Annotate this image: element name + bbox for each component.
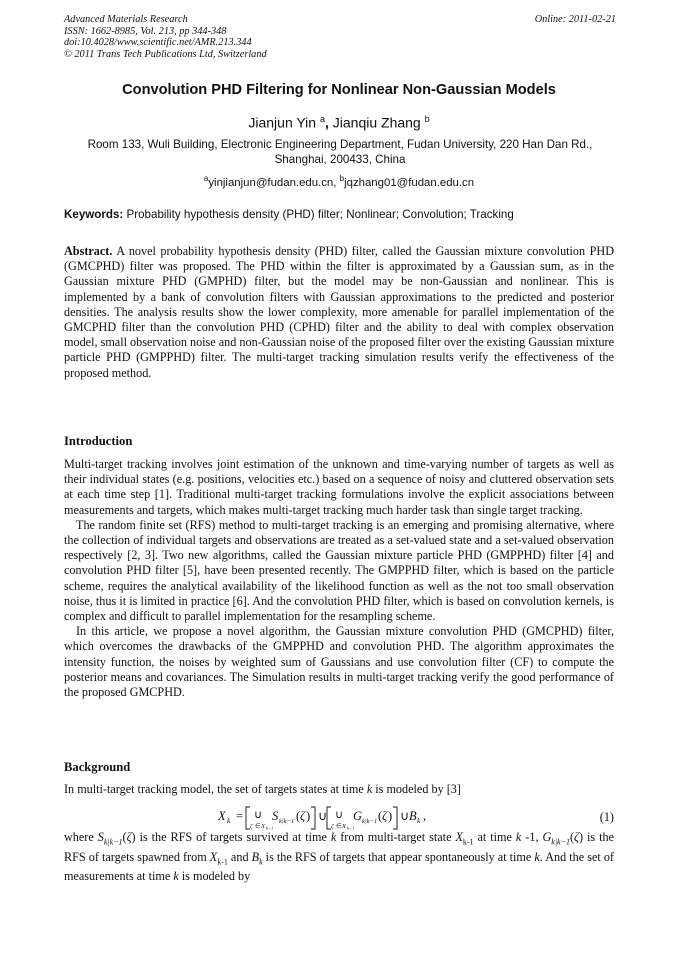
eq-g-lp: ( — [378, 809, 383, 823]
eq-s-lp: ( — [296, 809, 301, 823]
where-B: B — [251, 849, 260, 864]
where-B-sub: k — [259, 857, 263, 867]
equation-1 — [0, 804, 678, 830]
inline-G-rp: ) — [578, 830, 584, 844]
eq-bracket-2-close — [393, 807, 397, 829]
inline-S-lp: ( — [122, 830, 127, 844]
where-X-2: X — [209, 849, 218, 864]
email-a-sup: a — [203, 174, 209, 183]
where-text-2: is the RFS of targets survived at time — [135, 830, 331, 844]
where-text-7: and — [227, 849, 252, 864]
inline-G-lp: ( — [569, 830, 575, 844]
where-text-9: . And the set of measurements at time — [64, 849, 614, 884]
author-line — [0, 114, 678, 131]
inline-S-rp: ) — [131, 830, 136, 844]
journal-name: Advanced Materials Research — [64, 14, 188, 25]
eq-x-1: X — [261, 823, 265, 830]
eq-s: S — [272, 809, 279, 823]
eq-s-sub: k|k−1 — [279, 818, 295, 825]
copyright-line: © 2011 Trans Tech Publications Ltd, Switzerland — [64, 48, 267, 60]
inline-S-sub: k|k−1 — [103, 837, 123, 847]
intro-paragraph-1: Multi-target tracking involves joint estimation of the unknown and time-varying number of targets as well as their individual states (e.g. positions, velocities etc.) based on a sequence of noisy and cluttered observation sets at each time step [1]. Traditional multi-target tracking formulations involve the explicit associations between measurements and targets, which makes multi-target tracking much harder task than single target tracking. — [64, 457, 614, 517]
email-b-sup: b — [339, 174, 345, 183]
inline-S-zeta: ζ — [126, 830, 132, 844]
abstract-text: A novel probability hypothesis density (PHD) filter, called the Gaussian mixture convolution PHD (GMCPHD) filter was proposed. The PHD within the filter is approximated by a Gaussian sum, as in the Gaussian mixture PHD (GMPHD) filter, but the model may be non-Gaussian and nonlinear. This is implemented by a bank of convolution filters with Gaussian approximations to the predicted and posterior densities. The analysis results show the lower complexity, more amenable for parallel implementation of the GMCPHD filter than the convolution PHD (CPHD) filter and the ability to deal with complex observation model, small observation noise and non-Gaussian noise of the proposed filter over the existing Gaussian mixture particle PHD (GMPPHD) filter. The multi-target tracking simulation results verify the effectiveness of the proposed method. — [64, 244, 614, 380]
eq-g: G — [353, 809, 363, 823]
where-k-1: k — [330, 830, 337, 844]
where-text: where — [64, 830, 94, 844]
abstract — [64, 244, 614, 381]
background-intro — [64, 782, 614, 797]
where-X-1: X — [455, 830, 463, 844]
eq-bracket-1-close — [311, 807, 315, 829]
eq-lhs: X — [218, 809, 226, 823]
eq-union-mid-1: ∪ — [318, 809, 328, 823]
keywords-label: Keywords: — [64, 208, 124, 221]
where-k-2: k — [515, 830, 522, 844]
eq-in-2: ∈ — [336, 823, 342, 830]
where-X-2-sub: k-1 — [217, 857, 228, 867]
doi-line: doi:10.4028/www.scientific.net/AMR.213.344 — [64, 37, 252, 49]
where-X-1-sub: k-1 — [462, 837, 474, 847]
author-1-sup: a — [319, 114, 325, 124]
eq-zeta-1: ζ — [250, 823, 253, 830]
author-sep: , — [324, 114, 329, 131]
eq-union-2: ∪ — [335, 809, 344, 821]
issn-line: ISSN: 1662-8985, Vol. 213, pp 344-348 — [64, 25, 227, 37]
intro-paragraph-2: The random finite set (RFS) method to multi-target tracking is an emerging and promising alternative, where the collection of individual targets and observations are treated as a set-valued state and a set-valued observation respectively [2, 3]. Two new algorithms, called the Gaussian mixture particle PHD (GMPPHD) filter [4] and convolution PHD filter [5], have been presented recently. The GMPPHD filter, which is based on the particle scheme, requires the analytical availability of the likelihood function as well as the not too small observation noise, thus it is limited in practice [6]. And the convolution PHD filter, which is based on convolution kernels, is complex and difficult to parallel implementation for the resampling scheme. — [64, 517, 614, 624]
where-text-6: is the RFS of targets spawned from — [64, 830, 614, 864]
where-text-8: is the RFS of targets that appear spontaneously at time — [262, 849, 535, 864]
eq-g-rp: ) — [388, 809, 393, 823]
eq-union-1: ∪ — [254, 809, 263, 821]
where-k-3: k — [534, 849, 540, 864]
eq-s-zeta: ζ — [300, 809, 306, 823]
eq-comma: , — [423, 809, 427, 823]
eq-g-zeta: ζ — [382, 809, 388, 823]
author-2-sup: b — [424, 114, 430, 124]
email-b: jqzhang01@fudan.edu.cn — [344, 176, 475, 189]
abstract-label: Abstract. — [64, 244, 113, 258]
eq-union-mid-2: ∪ — [400, 809, 410, 823]
inline-S: S — [97, 830, 104, 844]
background-k: k — [366, 782, 373, 796]
email-a: yinjianjun@fudan.edu.cn — [208, 176, 334, 189]
background-intro-cite: is modeled by [3] — [372, 782, 461, 796]
eq-lhs-sub: k — [227, 816, 231, 825]
paper-title: Convolution PHD Filtering for Nonlinear Non-Gaussian Models — [122, 82, 556, 98]
equation-1-graphic — [0, 804, 600, 832]
email-sep: , — [333, 176, 340, 189]
eq-in-1: ∈ — [255, 823, 261, 830]
keywords-text: Probability hypothesis density (PHD) filter; Nonlinear; Convolution; Tracking — [126, 208, 514, 221]
where-k-4: k — [173, 869, 179, 884]
intro-paragraph-3: In this article, we propose a novel algorithm, the Gaussian mixture convolution PHD (GMCPHD) filter, which overcomes the drawbacks of the GMPPHD and convolution PHD. The algorithm approximates the intensity function, the noises by weighted sum of Gaussians and use convolution filter (CF) to compute the posterior means and covariances. The Simulation results in multi-target tracking verify the good performance of the proposed GMCPHD. — [64, 624, 614, 700]
author-1: Jianjun Yin — [248, 114, 317, 131]
online-date: Online: 2011-02-21 — [534, 14, 616, 25]
inline-G: G — [542, 830, 552, 844]
eq-x-2-sub: k−1 — [347, 825, 355, 831]
eq-x-1-sub: k−1 — [266, 825, 274, 831]
background-where — [64, 830, 614, 884]
eq-equals: = — [236, 809, 244, 823]
eq-g-sub: k|k−1 — [362, 818, 378, 825]
author-2: Jianqiu Zhang — [332, 114, 421, 131]
eq-b-sub: k — [417, 816, 421, 825]
equation-number: (1) — [599, 810, 614, 824]
introduction-heading: Introduction — [64, 434, 133, 448]
email-line — [0, 174, 678, 189]
where-text-4: at time — [473, 830, 516, 844]
inline-G-sub: k|k−1 — [551, 837, 570, 847]
background-heading: Background — [64, 760, 131, 774]
background-intro-text: In multi-target tracking model, the set of targets states at time — [64, 782, 367, 796]
where-text-5: -1, — [521, 830, 539, 844]
inline-G-zeta: ζ — [574, 830, 579, 844]
eq-b: B — [409, 809, 417, 823]
keywords — [64, 208, 624, 221]
where-text-10: is modeled by — [178, 869, 251, 884]
eq-x-2: X — [342, 823, 346, 830]
eq-zeta-2: ζ — [331, 823, 334, 830]
where-text-3: from multi-target state — [336, 830, 456, 844]
journal-header — [64, 14, 616, 60]
introduction-body — [64, 457, 614, 700]
eq-s-rp: ) — [306, 809, 311, 823]
affiliation: Room 133, Wuli Building, Electronic Engineering Department, Fudan University, 220 Han Dan Rd., Shanghai, 200433, China — [87, 138, 593, 166]
